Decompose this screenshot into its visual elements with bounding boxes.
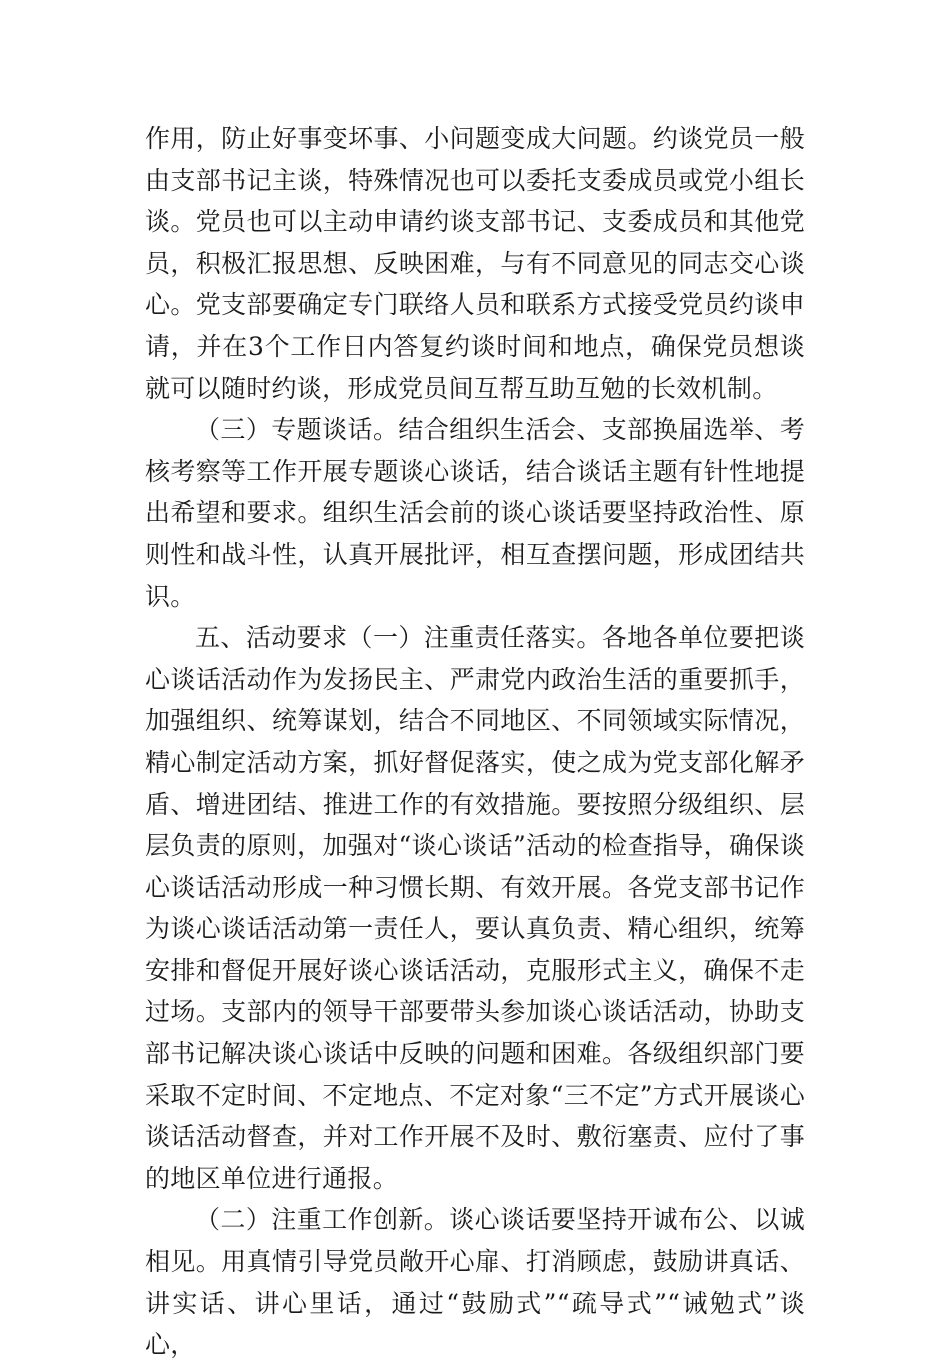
paragraph-continuation: 作用，防止好事变坏事、小问题变成大问题。约谈党员一般由支部书记主谈，特殊情况也可以委托支委成员或党小组长谈。党员也可以主动申请约谈支部书记、支委成员和其他党员，积极汇报思想、反映困难，与有不同意见的同志交心谈心。党支部要确定专门联络人员和联系方式接受党员约谈申请，并在3个工作日内答复约谈时间和地点，确保党员想谈就可以随时约谈，形成党员间互帮互助互勉的长效机制。 bbox=[145, 124, 805, 403]
document-page bbox=[145, 118, 805, 1366]
paragraph-activity-requirements: 五、活动要求（一）注重责任落实。各地各单位要把谈心谈话活动作为发扬民主、严肃党内政治生活的重要抓手，加强组织、统筹谋划，结合不同地区、不同领域实际情况，精心制定活动方案，抓好督促落实，使之成为党支部化解矛盾、增进团结、推进工作的有效措施。要按照分级组织、层层负责的原则，加强对“谈心谈话”活动的检查指导，确保谈心谈话活动形成一种习惯长期、有效开展。各党支部书记作为谈心谈话活动第一责任人，要认真负责、精心组织，统筹安排和督促开展好谈心谈话活动，克服形式主义，确保不走过场。支部内的领导干部要带头参加谈心谈话活动，协助支部书记解决谈心谈话中反映的问题和困难。各级组织部门要采取不定时间、不定地点、不定对象“三不定”方式开展谈心谈话活动督查，并对工作开展不及时、敷衍塞责、应付了事的地区单位进行通报。 bbox=[145, 623, 805, 1193]
paragraph-work-innovation: （二）注重工作创新。谈心谈话要坚持开诚布公、以诚相见。用真情引导党员敞开心扉、打消顾虑，鼓励讲真话、讲实话、讲心里话，通过“鼓励式”“疏导式”“诫勉式”谈心， bbox=[145, 1205, 805, 1360]
paragraph-special-talk: （三）专题谈话。结合组织生活会、支部换届选举、考核考察等工作开展专题谈心谈话，结合谈话主题有针性地提出希望和要求。组织生活会前的谈心谈话要坚持政治性、原则性和战斗性，认真开展批评，相互查摆问题，形成团结共识。 bbox=[145, 415, 805, 611]
